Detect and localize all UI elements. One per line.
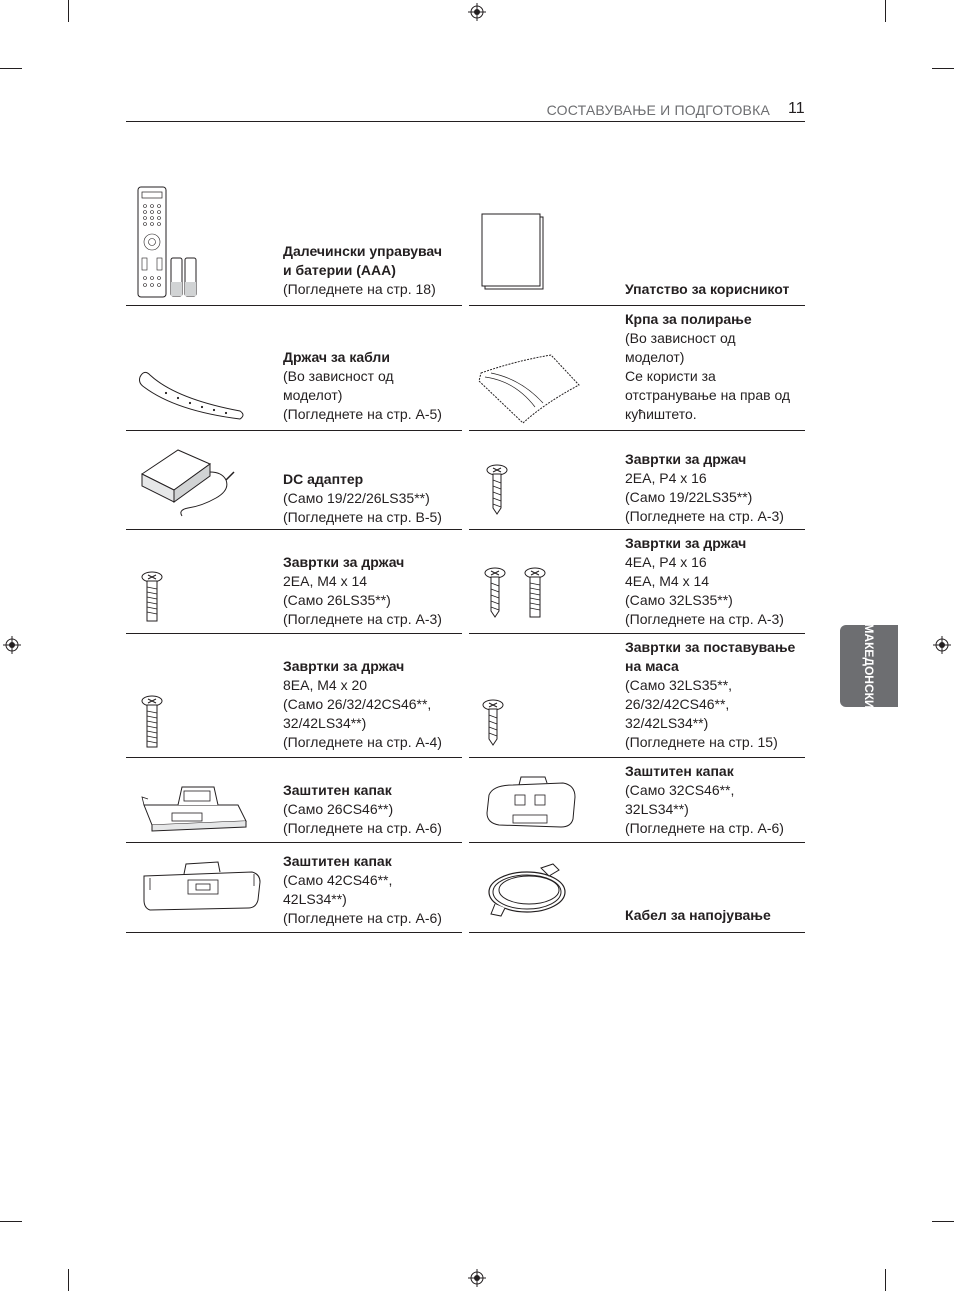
item-title: DC адаптер: [283, 471, 364, 487]
item-line: 32LS34**): [625, 801, 689, 817]
item-title: Завртки за држач: [625, 451, 747, 467]
item-title: Заштитен капак: [283, 782, 392, 798]
item-line: (Погледнете на стр. A-3): [625, 508, 784, 524]
polishing-cloth-icon: [475, 351, 583, 427]
screw-icon: [481, 699, 505, 747]
item-title: Заштитен капак: [625, 763, 734, 779]
section-title: СОСТАВУВАЊЕ И ПОДГОТОВКА: [546, 102, 770, 118]
crop-mark: [68, 1269, 69, 1291]
accessory-stand-screws-p4: [469, 430, 805, 530]
item-title: Завртки за држач: [283, 658, 405, 674]
item-title: Завртки за поставување на маса: [625, 639, 796, 674]
item-line: (Само 26CS46**): [283, 801, 394, 817]
dc-adapter-icon: [138, 442, 238, 522]
language-tab-label: МАКЕДОНСКИ: [862, 623, 876, 709]
item-line: (Погледнете на стр. 15): [625, 734, 778, 750]
item-description: [625, 638, 795, 752]
page-number: 11: [788, 100, 805, 117]
item-line: (Во зависност од: [283, 368, 394, 384]
item-title: Упатство за корисникот: [625, 281, 790, 297]
item-line: (Погледнете на стр. A-5): [283, 406, 442, 422]
item-line: (Само 19/22LS35**): [625, 489, 753, 505]
item-line: (Само 26LS35**): [283, 592, 391, 608]
item-line: (Погледнете на стр. A-3): [283, 611, 442, 627]
item-line: (Погледнете на стр. A-4): [283, 734, 442, 750]
item-title: Држач за кабли: [283, 349, 390, 365]
accessory-remote-control: [126, 180, 462, 306]
accessory-dc-adapter: [126, 430, 462, 530]
crop-mark: [885, 0, 886, 22]
item-line: 2EA, P4 x 16: [625, 470, 707, 486]
item-description: [625, 534, 784, 629]
item-line: (Во зависност од: [625, 330, 736, 346]
item-line: (Погледнете на стр. A-6): [625, 820, 784, 836]
item-description: [283, 781, 442, 838]
item-description: [283, 852, 442, 928]
item-line: (Погледнете на стр. A-3): [625, 611, 784, 627]
protection-cover-icon: [140, 860, 264, 912]
registration-mark-icon: [468, 1269, 486, 1287]
item-line: моделот): [283, 387, 343, 403]
item-line: (Само 32LS35**,: [625, 677, 733, 693]
item-line: (Само 19/22/26LS35**): [283, 490, 430, 506]
power-cord-icon: [485, 860, 573, 920]
item-line: 4EA, M4 x 14: [625, 573, 710, 589]
accessory-protection-cover-26: [126, 757, 462, 843]
manual-book-icon: [481, 213, 547, 293]
item-line: 42LS34**): [283, 891, 347, 907]
registration-mark-icon: [933, 636, 951, 654]
item-line: (Погледнете на стр. A-6): [283, 820, 442, 836]
crop-mark: [68, 0, 69, 22]
item-line: 32/42LS34**): [625, 715, 709, 731]
item-line: 8EA, M4 x 20: [283, 677, 368, 693]
protection-cover-icon: [483, 775, 579, 831]
accessory-stand-screws-m4x20: [126, 633, 462, 758]
screw-icon: [483, 567, 507, 619]
crop-mark: [885, 1269, 886, 1291]
item-line: (Само 42CS46**,: [283, 872, 393, 888]
item-line: (Погледнете на стр. 18): [283, 281, 436, 297]
registration-mark-icon: [468, 3, 486, 21]
item-line: (Само 32LS35**): [625, 592, 733, 608]
item-line: (Погледнете на стр. B-5): [283, 509, 442, 525]
item-line: 2EA, M4 x 14: [283, 573, 368, 589]
screw-icon: [523, 567, 547, 619]
item-title: Завртки за држач: [625, 535, 747, 551]
screw-icon: [485, 464, 509, 516]
cable-holder-icon: [136, 367, 248, 427]
item-line: моделот): [625, 349, 685, 365]
item-description: [283, 470, 442, 527]
item-title: Заштитен капак: [283, 853, 392, 869]
screw-icon: [140, 571, 164, 623]
item-description: [283, 348, 442, 424]
item-description: [625, 310, 790, 424]
item-description: [625, 280, 789, 299]
item-description: [625, 762, 784, 838]
item-description: [283, 242, 442, 299]
accessory-protection-cover-42: [126, 842, 462, 933]
accessory-stand-screws-32: [469, 529, 805, 634]
accessory-user-manual: [469, 180, 805, 306]
item-line: (Погледнете на стр. A-6): [283, 910, 442, 926]
item-line: отстранување на прав од: [625, 387, 791, 403]
accessory-power-cord: [469, 842, 805, 933]
item-line: (Само 32CS46**,: [625, 782, 735, 798]
crop-mark: [0, 1221, 22, 1222]
screw-icon: [140, 695, 164, 749]
item-title: Кабел за напојување: [625, 907, 771, 923]
item-description: [625, 450, 784, 526]
item-title: Крпа за полирање: [625, 311, 752, 327]
item-description: [283, 553, 442, 629]
item-title: Завртки за држач: [283, 554, 405, 570]
accessory-desk-mount-screws: [469, 633, 805, 758]
accessory-cable-holder: [126, 305, 462, 431]
accessory-polishing-cloth: [469, 305, 805, 431]
crop-mark: [0, 68, 22, 69]
item-line: (Само 26/32/42CS46**,: [283, 696, 432, 712]
item-description: [625, 906, 771, 925]
item-line: 26/32/42CS46**,: [625, 696, 730, 712]
language-tab: [840, 625, 898, 707]
accessory-stand-screws-m4x14: [126, 529, 462, 634]
accessory-protection-cover-32: [469, 757, 805, 843]
header-divider: [126, 121, 805, 122]
item-line: 4EA, P4 x 16: [625, 554, 707, 570]
registration-mark-icon: [3, 636, 21, 654]
remote-control-icon: [136, 186, 226, 300]
item-line: Се користи за: [625, 368, 716, 384]
crop-mark: [932, 1221, 954, 1222]
protection-cover-icon: [138, 777, 250, 833]
crop-mark: [932, 68, 954, 69]
item-line: кућиштето.: [625, 406, 697, 422]
item-title: Далечински управувач и батерии (AAA): [283, 243, 442, 278]
item-line: 32/42LS34**): [283, 715, 367, 731]
item-description: [283, 657, 442, 752]
